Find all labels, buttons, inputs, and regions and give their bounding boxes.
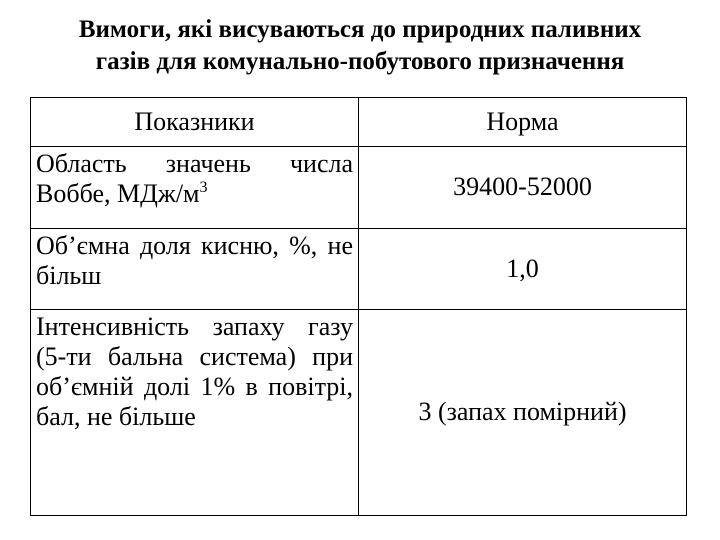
indicator-text: Область значень числа Воббе, МДж/м — [36, 149, 353, 209]
norm-cell: 3 (запах помірний) — [359, 309, 687, 515]
norm-cell: 39400-52000 — [359, 147, 687, 228]
table-row — [31, 309, 687, 515]
indicator-cell — [31, 147, 359, 228]
norm-cell: 1,0 — [359, 228, 687, 309]
header-norm: Норма — [359, 98, 687, 147]
requirements-table — [30, 97, 687, 516]
indicator-cell: Об’ємна доля кисню, %, не більш — [31, 228, 359, 309]
table-row — [31, 147, 687, 228]
table-row — [31, 228, 687, 309]
header-indicator: Показники — [31, 98, 359, 147]
slide-title-line-1: Вимоги, які висуваються до природних паливних — [78, 16, 642, 43]
indicator-cell: Інтенсивність запаху газу (5-ти бальна система) при об’ємній долі 1% в повітрі, бал, не більше — [31, 309, 359, 515]
slide-title — [20, 14, 700, 78]
table-header-row — [31, 98, 687, 147]
slide-title-line-2: газів для комунально-побутового призначення — [95, 48, 625, 75]
unit-superscript: 3 — [199, 179, 208, 197]
